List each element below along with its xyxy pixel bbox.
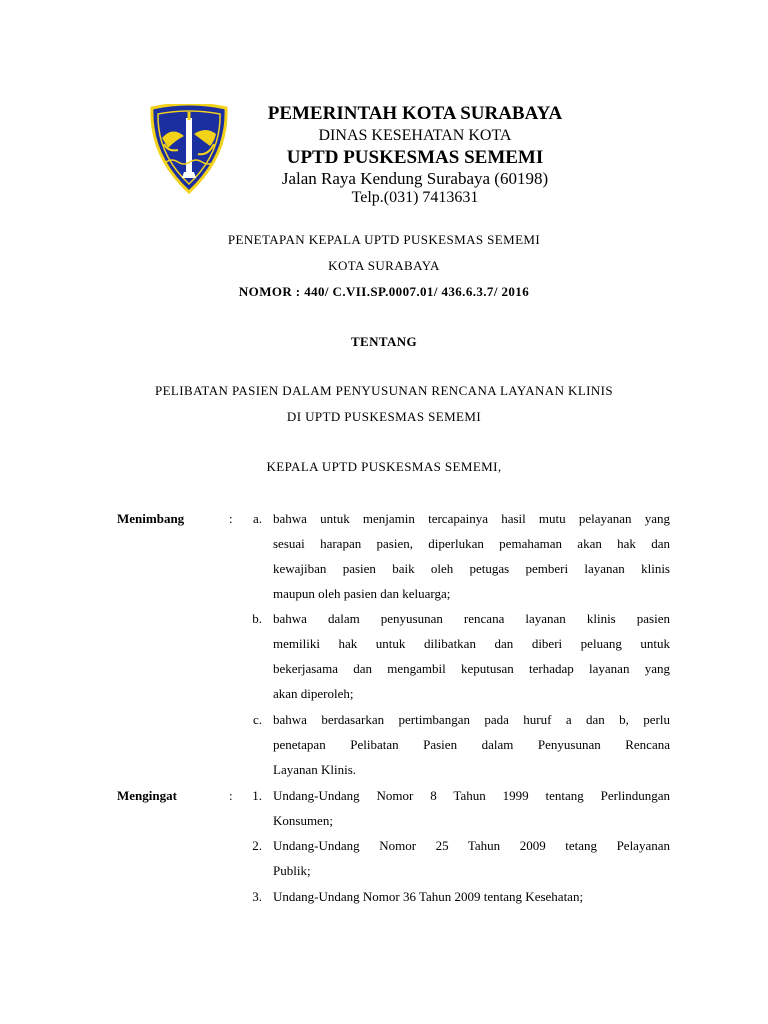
text-line: bahwa berdasarkan pertimbangan pada huruf a dan b, perlu <box>273 712 670 727</box>
text-line: Publik; <box>273 863 311 878</box>
mengingat-label: Mengingat <box>117 788 177 803</box>
decree-number: NOMOR : 440/ C.VII.SP.0007.01/ 436.6.3.7/ 2016 <box>238 284 530 299</box>
menimbang-item-b <box>273 606 670 706</box>
subject-line-1: PELIBATAN PASIEN DALAM PENYUSUNAN RENCANA LAYANAN KLINIS <box>154 383 614 398</box>
text-line: Layanan Klinis. <box>273 762 357 777</box>
list-marker: 1. <box>252 788 262 803</box>
list-marker: 2. <box>252 838 262 853</box>
letterhead-address: Jalan Raya Kendung Surabaya (60198) <box>281 169 549 188</box>
text-line: bahwa dalam penyusunan rencana layanan klinis pasien <box>273 611 670 626</box>
letterhead-government: PEMERINTAH KOTA SURABAYA <box>267 103 563 124</box>
letterhead-phone: Telp.(031) 7413631 <box>351 189 479 206</box>
menimbang-colon: : <box>229 511 233 526</box>
letterhead-office: UPTD PUSKESMAS SEMEMI <box>286 147 544 168</box>
text-line: Undang-Undang Nomor 36 Tahun 2009 tentang Kesehatan; <box>273 889 584 904</box>
list-marker: c. <box>252 712 262 727</box>
text-line: akan diperoleh; <box>273 686 354 701</box>
mengingat-item-3 <box>273 884 670 909</box>
list-marker: 3. <box>252 889 262 904</box>
kepala-heading: KEPALA UPTD PUSKESMAS SEMEMI, <box>266 459 502 474</box>
decree-title: PENETAPAN KEPALA UPTD PUSKESMAS SEMEMI <box>227 232 541 247</box>
text-line: memiliki hak untuk dilibatkan dan diberi peluang untuk <box>273 636 670 651</box>
menimbang-label: Menimbang <box>117 511 185 526</box>
mengingat-colon: : <box>229 788 233 803</box>
text-line: bahwa untuk menjamin tercapainya hasil mutu pelayanan yang <box>273 511 670 526</box>
list-marker: a. <box>252 511 262 526</box>
menimbang-item-a <box>273 506 670 606</box>
mengingat-item-2 <box>273 833 670 883</box>
text-line: kewajiban pasien baik oleh petugas pemberi layanan klinis <box>273 561 670 576</box>
mengingat-item-1 <box>273 783 670 833</box>
menimbang-item-c <box>273 707 670 782</box>
text-line: Konsumen; <box>273 813 333 828</box>
text-line: bekerjasama dan mengambil keputusan terhadap layanan yang <box>273 661 670 676</box>
text-line: maupun oleh pasien dan keluarga; <box>273 586 451 601</box>
text-line: Undang-Undang Nomor 25 Tahun 2009 tetang Pelayanan <box>273 838 670 853</box>
decree-city: KOTA SURABAYA <box>328 258 440 273</box>
letterhead-department: DINAS KESEHATAN KOTA <box>318 127 512 144</box>
text-line: penetapan Pelibatan Pasien dalam Penyusunan Rencana <box>273 737 670 752</box>
text-line: Undang-Undang Nomor 8 Tahun 1999 tentang Perlindungan <box>273 788 670 803</box>
tentang-heading: TENTANG <box>350 334 418 349</box>
list-marker: b. <box>252 611 262 626</box>
subject-line-2: DI UPTD PUSKESMAS SEMEMI <box>286 409 482 424</box>
text-line: sesuai harapan pasien, diperlukan pemahaman akan hak dan <box>273 536 670 551</box>
